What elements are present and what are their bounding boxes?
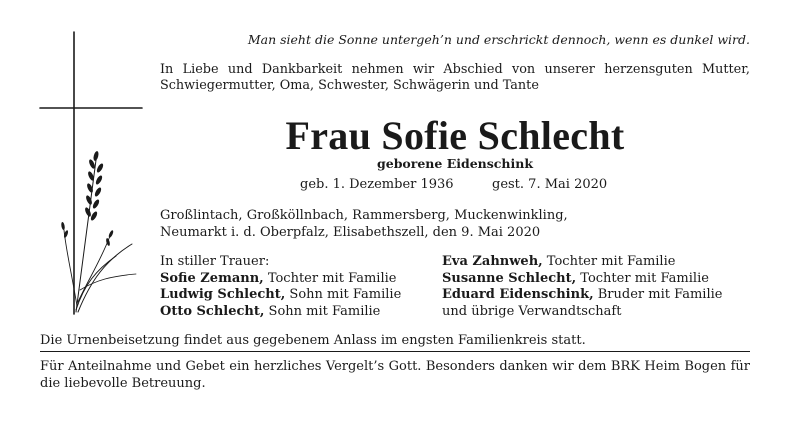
mourner-entry [442, 271, 722, 288]
mourner-relation: Tochter mit Familie [576, 270, 709, 286]
mourner-relation: und übrige Verwandtschaft [442, 303, 622, 319]
maiden-name: geborene Eidenschink [377, 156, 533, 171]
mourner-relation: Sohn mit Familie [264, 303, 381, 319]
intro-text: In Liebe und Dankbarkeit nehmen wir Abschied von unserer herzensguten Mutter, Schwiegermutter, Oma, Schwester, Schwägerin und Tante [160, 62, 750, 93]
mourner-name: Ludwig Schlecht, [160, 287, 286, 302]
mourner-entry [442, 254, 722, 271]
mourner-relation: Tochter mit Familie [263, 270, 397, 286]
mourner-relation: Sohn mit Familie [285, 287, 402, 302]
mourner-heading: In stiller Trauer: [160, 254, 270, 269]
mourner-entry [442, 287, 722, 304]
mourner-name: Eva Zahnweh, [442, 254, 543, 269]
cross-with-wheat-icon [36, 30, 146, 330]
mourner-relation: Tochter mit Familie [542, 254, 676, 269]
mourner-name: Sofie Zemann, [160, 270, 264, 286]
places-and-date [160, 208, 750, 241]
mourner-entry [160, 287, 401, 304]
deceased-name: Frau Sofie Schlecht [285, 113, 625, 158]
death-date: gest. 7. Mai 2020 [492, 177, 608, 192]
mourners-right-column [442, 254, 722, 320]
thanks-text: Für Anteilnahme und Gebet ein herzliches Vergelt’s Gott. Besonders danken wir dem BRK Heim Bogen für die liebevolle Betreuung. [40, 359, 750, 391]
divider [40, 351, 750, 352]
mourner-entry [160, 271, 401, 288]
mourner-name: Eduard Eidenschink, [442, 287, 594, 302]
mourner-entry [160, 254, 401, 271]
birth-date: geb. 1. Dezember 1936 [300, 177, 454, 192]
mourner-relation: Bruder mit Familie [593, 287, 723, 302]
mourners-left-column [160, 254, 401, 320]
motto-quote: Man sieht die Sonne untergeh’n und erschrickt dennoch, wenn es dunkel wird. [247, 32, 750, 47]
mourner-name: Susanne Schlecht, [442, 270, 577, 286]
places-line-1: Großlintach, Großköllnbach, Rammersberg, Muckenwinkling, [160, 208, 568, 223]
urn-burial-note: Die Urnenbeisetzung findet aus gegebenem Anlass im engsten Familienkreis statt. [40, 333, 586, 348]
mourner-entry [442, 304, 722, 321]
places-line-2: Neumarkt i. d. Oberpfalz, Elisabethszell, den 9. Mai 2020 [160, 224, 541, 240]
mourner-name: Otto Schlecht, [160, 303, 265, 319]
mourner-entry [160, 304, 401, 321]
